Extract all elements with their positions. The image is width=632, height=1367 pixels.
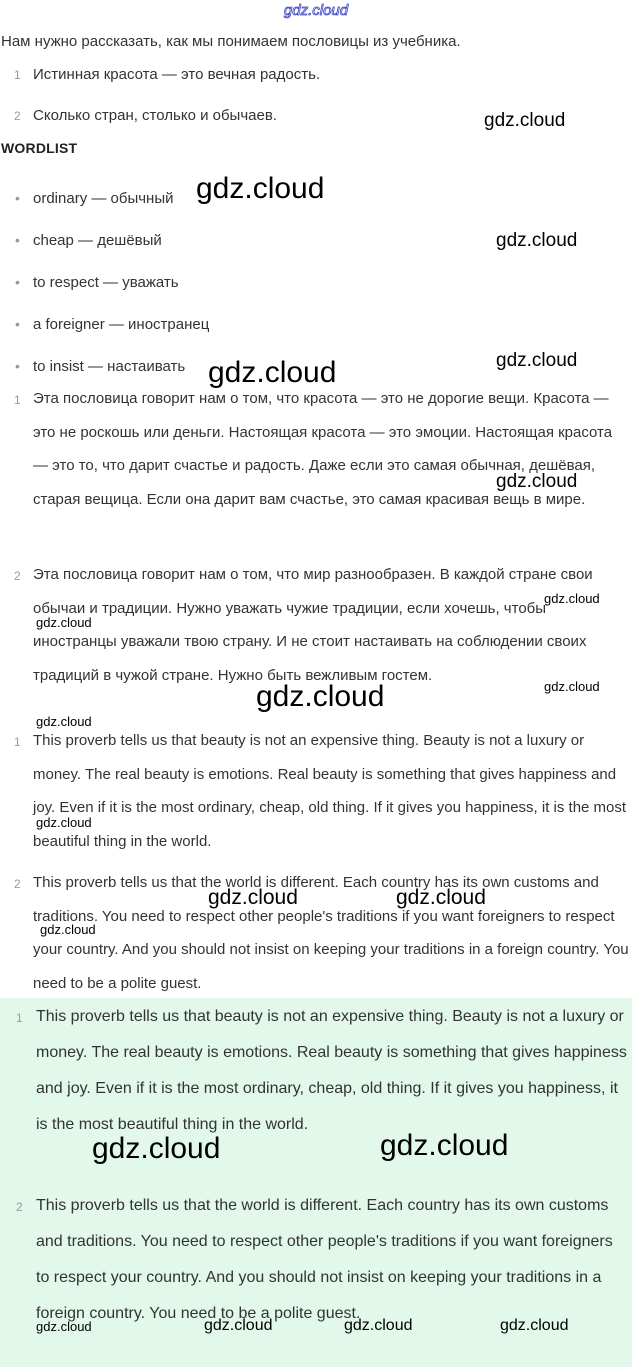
intro-text: Нам нужно рассказать, как мы понимаем пословицы из учебника.: [1, 33, 461, 50]
wordlist-text: to insist — настаивать: [33, 358, 186, 375]
watermark: gdz.cloud: [92, 1132, 221, 1165]
answer-number: 2: [16, 1200, 23, 1214]
watermark: gdz.cloud: [204, 1317, 273, 1334]
watermark: gdz.cloud: [544, 591, 600, 606]
answer-text: This proverb tells us that the world is different. Each country has its own customs and traditions. You need to respect other people's traditions if you want foreigners to respect your country. And you should not insist on keeping your traditions in a foreign country. You need to be a polite guest.: [33, 874, 629, 992]
watermark: gdz.cloud: [544, 679, 600, 694]
proverb-text: Сколько стран, столько и обычаев.: [33, 107, 277, 124]
watermark: gdz.cloud: [380, 1129, 509, 1162]
answer-number: 2: [14, 569, 21, 583]
watermark: gdz.cloud: [256, 680, 385, 713]
watermark: gdz.cloud: [36, 714, 92, 729]
final-answer-text: This proverb tells us that beauty is not an expensive thing. Beauty is not a luxury or money. The real beauty is emotions. Real beauty is something that gives happiness and joy. Even if it is the most ordinary, cheap, old thing. If it gives you happiness, it is the most beautiful thing in the world.: [36, 1008, 627, 1133]
final-answer-box: [0, 998, 632, 1367]
watermark: gdz.cloud: [500, 1317, 569, 1334]
answer-text: Эта пословица говорит нам о том, что красота — это не дорогие вещи. Красота — это не роскошь или деньги. Настоящая красота — это эмоции. Настоящая красота — это то, что дарит счастье и радость. Даже если это самая обычная, дешёвая, старая вещица. Если она дарит вам счастье, это самая красивая вещь в мире.: [33, 390, 613, 508]
answer-number: 2: [14, 877, 21, 891]
answer-number: 1: [14, 735, 21, 749]
bullet-icon: •: [15, 358, 20, 374]
watermark: gdz.cloud: [496, 350, 578, 371]
answer-text: Эта пословица говорит нам о том, что мир разнообразен. В каждой стране свои обычаи и традиции. Нужно уважать чужие традиции, если хочешь, чтобы иностранцы уважали твою страну. И не стоит настаивать на соблюдении своих традиций в чужой стране. Нужно быть вежливым гостем.: [33, 566, 593, 684]
bullet-icon: •: [15, 316, 20, 332]
watermark: gdz.cloud: [36, 1319, 92, 1334]
proverb-number: 2: [14, 109, 21, 123]
final-answer-text: This proverb tells us that the world is different. Each country has its own customs and traditions. You need to respect other people's traditions if you want foreigners to respect your country. And you should not insist on keeping your traditions in a foreign country. You need to be a polite guest.: [36, 1197, 613, 1322]
bullet-icon: •: [15, 232, 20, 248]
answer-text: This proverb tells us that beauty is not an expensive thing. Beauty is not a luxury or money. The real beauty is emotions. Real beauty is something that gives happiness and joy. Even if it is the most ordinary, cheap, old thing. If it gives you happiness, it is the most beautiful thing in the world.: [33, 732, 627, 850]
top-watermark: gdz.cloud: [283, 2, 349, 19]
watermark: gdz.cloud: [484, 110, 566, 131]
watermark: gdz.cloud: [344, 1317, 413, 1334]
proverb-text: Истинная красота — это вечная радость.: [33, 66, 321, 83]
wordlist-text: a foreigner — иностранец: [33, 316, 210, 333]
watermark: gdz.cloud: [36, 615, 92, 630]
answer-number: 1: [16, 1011, 23, 1025]
bullet-icon: •: [15, 274, 20, 290]
watermark: gdz.cloud: [208, 356, 337, 389]
watermark: gdz.cloud: [208, 886, 298, 909]
wordlist-text: ordinary — обычный: [33, 190, 174, 207]
proverb-number: 1: [14, 68, 21, 82]
watermark: gdz.cloud: [40, 922, 96, 937]
wordlist-text: to respect — уважать: [33, 274, 179, 291]
watermark: gdz.cloud: [196, 172, 325, 205]
watermark: gdz.cloud: [396, 886, 486, 909]
watermark: gdz.cloud: [496, 230, 578, 251]
wordlist-text: cheap — дешёвый: [33, 232, 162, 249]
wordlist-heading: WORDLIST: [1, 140, 78, 156]
bullet-icon: •: [15, 190, 20, 206]
watermark: gdz.cloud: [496, 471, 578, 492]
watermark: gdz.cloud: [36, 815, 92, 830]
answer-number: 1: [14, 393, 21, 407]
